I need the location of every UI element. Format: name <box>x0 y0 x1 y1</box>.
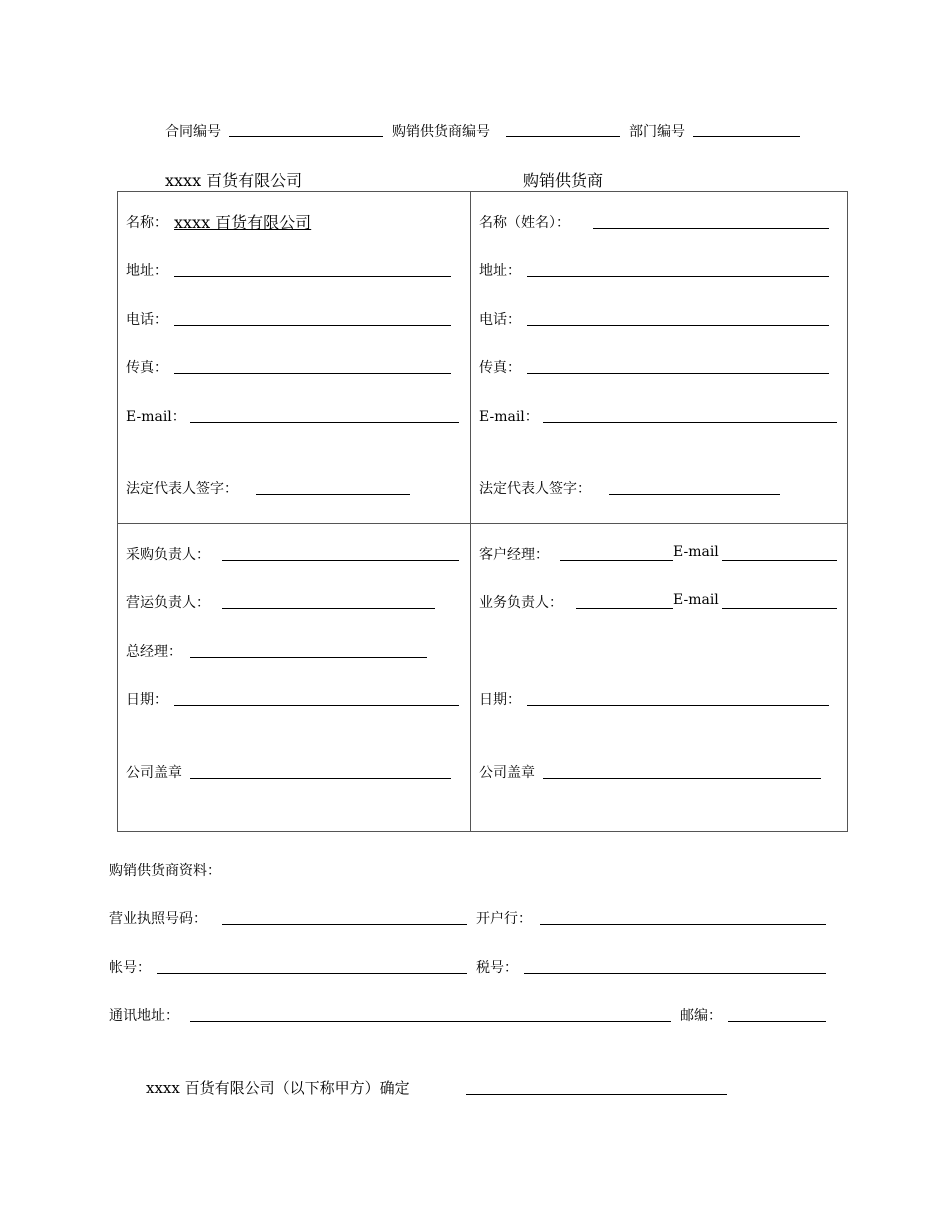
party-a-seal-field[interactable] <box>190 778 451 779</box>
account-manager-email-field[interactable] <box>722 560 837 561</box>
party-a-legal-rep-label: 法定代表人签字： <box>126 481 238 497</box>
supplier-no-label: 购销供货商编号 <box>392 124 490 140</box>
operation-manager-field[interactable] <box>222 608 435 609</box>
dept-no-label: 部门编号 <box>629 124 685 140</box>
party-b-address-field[interactable] <box>527 276 829 277</box>
account-no-label: 帐号： <box>109 960 151 976</box>
contract-no-field[interactable] <box>229 136 383 137</box>
party-a-fax-label: 传真： <box>126 360 168 376</box>
party-b-date-field[interactable] <box>527 705 829 706</box>
party-b-name-label: 名称（姓名）： <box>479 215 570 231</box>
party-b-legal-rep-field[interactable] <box>609 494 780 495</box>
party-a-phone-label: 电话： <box>126 312 168 328</box>
business-manager-email-label: E-mail <box>673 592 719 608</box>
party-a-seal-label: 公司盖章 <box>126 765 182 781</box>
mail-address-field[interactable] <box>190 1021 671 1022</box>
party-a-email-field[interactable] <box>190 422 459 423</box>
account-no-field[interactable] <box>157 973 467 974</box>
purchase-manager-field[interactable] <box>222 560 459 561</box>
table-divider-horizontal <box>117 523 847 524</box>
tax-no-label: 税号： <box>476 960 518 976</box>
supplier-no-field[interactable] <box>506 136 620 137</box>
party-b-email-label: E-mail： <box>479 409 539 425</box>
tax-no-field[interactable] <box>524 973 826 974</box>
confirmation-text: xxxx 百货有限公司（以下称甲方）确定 <box>146 1079 410 1097</box>
party-b-address-label: 地址： <box>479 263 521 279</box>
party-b-phone-label: 电话： <box>479 312 521 328</box>
table-divider-vertical <box>470 191 471 831</box>
account-manager-field[interactable] <box>560 560 673 561</box>
purchase-manager-label: 采购负责人： <box>126 547 210 563</box>
party-a-date-field[interactable] <box>174 705 459 706</box>
business-manager-email-field[interactable] <box>722 608 837 609</box>
business-license-label: 营业执照号码： <box>109 911 207 927</box>
party-b-title: 购销供货商 <box>523 171 604 190</box>
party-b-email-field[interactable] <box>543 422 837 423</box>
party-a-name-value: xxxx 百货有限公司 <box>174 213 312 232</box>
party-a-phone-field[interactable] <box>174 325 451 326</box>
party-a-date-label: 日期： <box>126 692 168 708</box>
business-manager-label: 业务负责人： <box>479 595 563 611</box>
postcode-field[interactable] <box>728 1021 826 1022</box>
party-a-name-label: 名称： <box>126 215 168 231</box>
bank-label: 开户行： <box>476 911 532 927</box>
account-manager-label: 客户经理： <box>479 547 549 563</box>
bank-field[interactable] <box>540 924 826 925</box>
party-a-title: xxxx 百货有限公司 <box>165 171 303 190</box>
party-b-fax-label: 传真： <box>479 360 521 376</box>
party-a-address-field[interactable] <box>174 276 451 277</box>
party-b-date-label: 日期： <box>479 692 521 708</box>
confirmation-field[interactable] <box>466 1094 727 1095</box>
party-a-email-label: E-mail： <box>126 409 186 425</box>
contract-no-label: 合同编号 <box>165 124 221 140</box>
party-b-name-field[interactable] <box>593 228 829 229</box>
party-info-table <box>117 191 848 832</box>
party-b-seal-label: 公司盖章 <box>479 765 535 781</box>
party-b-fax-field[interactable] <box>527 373 829 374</box>
general-manager-field[interactable] <box>190 657 427 658</box>
business-license-field[interactable] <box>222 924 467 925</box>
supplier-info-heading: 购销供货商资料： <box>109 863 221 879</box>
party-a-fax-field[interactable] <box>174 373 451 374</box>
mail-address-label: 通讯地址： <box>109 1008 179 1024</box>
party-a-address-label: 地址： <box>126 263 168 279</box>
party-b-seal-field[interactable] <box>543 778 821 779</box>
business-manager-field[interactable] <box>576 608 673 609</box>
dept-no-field[interactable] <box>693 136 800 137</box>
party-a-legal-rep-field[interactable] <box>256 494 410 495</box>
party-b-legal-rep-label: 法定代表人签字： <box>479 481 591 497</box>
party-b-phone-field[interactable] <box>527 325 829 326</box>
general-manager-label: 总经理： <box>126 644 182 660</box>
account-manager-email-label: E-mail <box>673 544 719 560</box>
postcode-label: 邮编： <box>680 1008 722 1024</box>
operation-manager-label: 营运负责人： <box>126 595 210 611</box>
